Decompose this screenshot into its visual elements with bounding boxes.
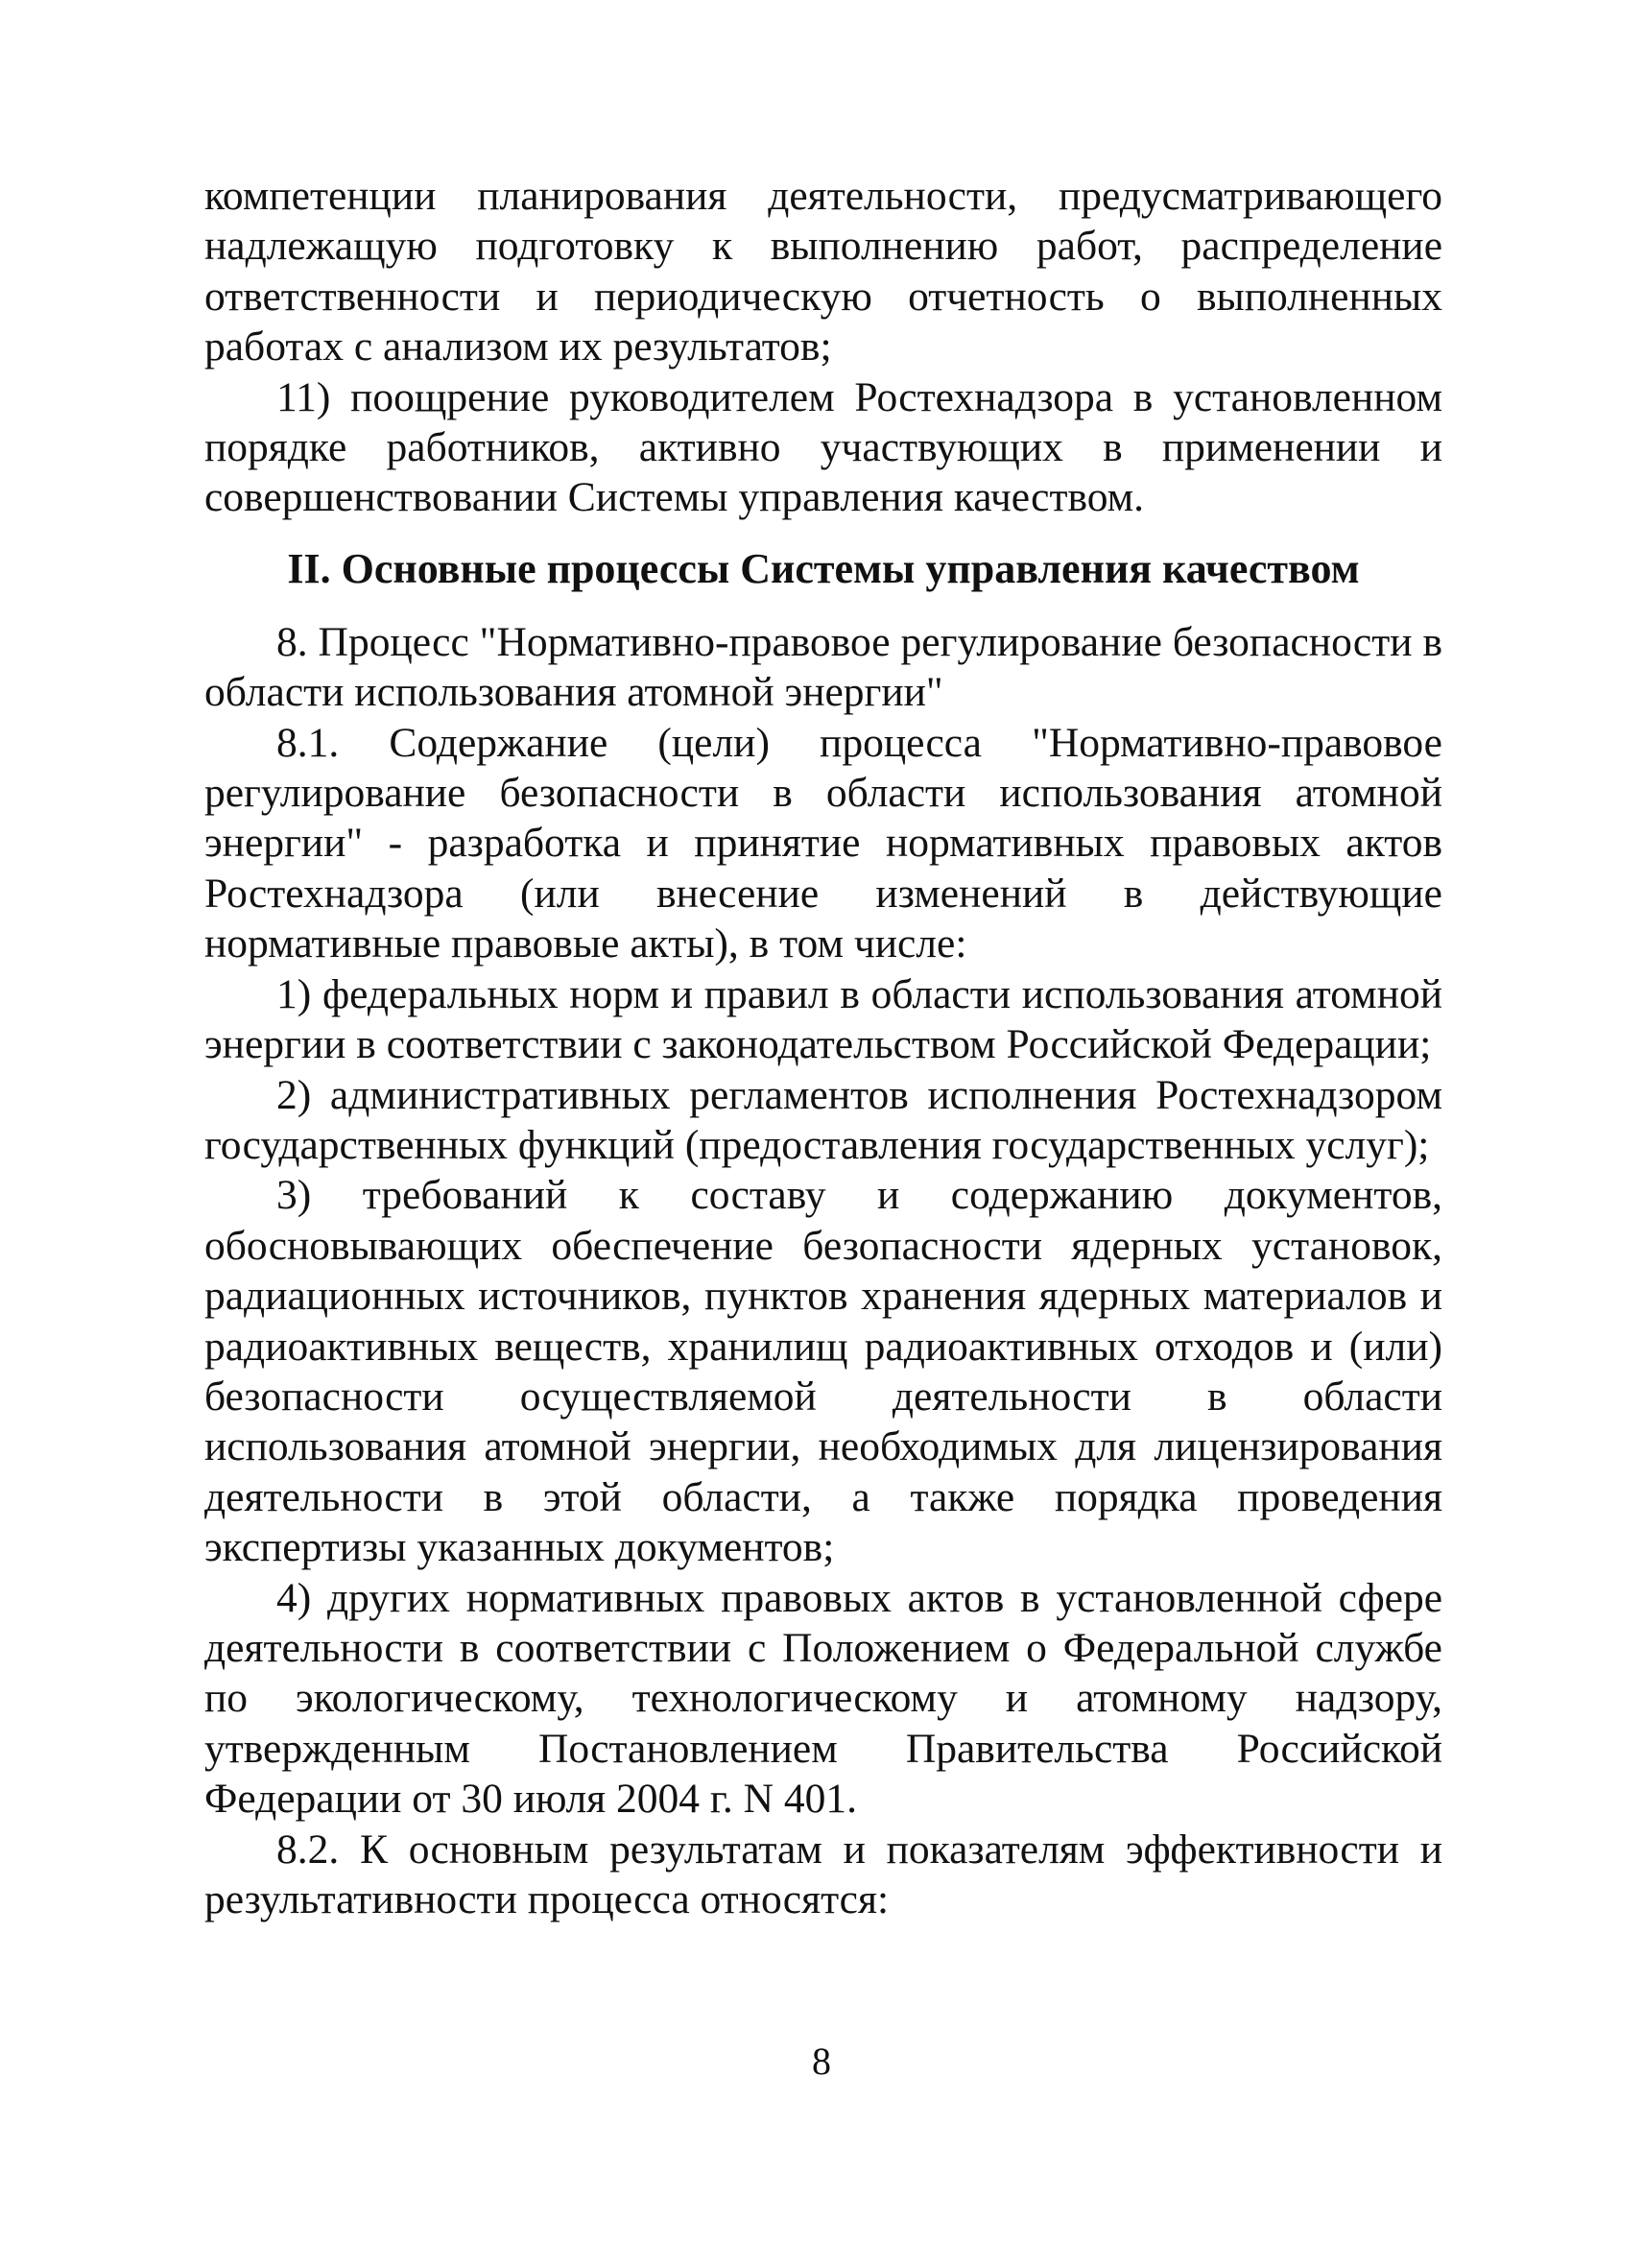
list-item-2: 2) административных регламентов исполнения Ростехнадзором государственных функций (предоставления государственных услуг); bbox=[204, 1071, 1442, 1168]
paragraph-continuation: компетенции планирования деятельности, предусматривающего надлежащую подготовку к выполнению работ, распределение ответственности и периодическую отчетность о выполненных работах с анализом их результатов; bbox=[204, 173, 1442, 370]
section-heading: II. Основные процессы Системы управления качеством bbox=[287, 544, 1360, 592]
list-item-4: 4) других нормативных правовых актов в установленной сфере деятельности в соответствии с Положением о Федеральной службе по экологическому, технологическому и атомному надзору, утвержденным Постановлением Правительства Российской Федерации от 30 июля 2004 г. N 401. bbox=[204, 1574, 1442, 1823]
list-item-3: 3) требований к составу и содержанию документов, обосновывающих обеспечение безопасности ядерных установок, радиационных источников, пунктов хранения ядерных материалов и радиоактивных веществ, хранилищ радиоактивных отходов и (или) безопасности осуществляемой деятельности в области использования атомной энергии, необходимых для лицензирования деятельности в этой области, а также порядка проведения экспертизы указанных документов; bbox=[204, 1172, 1442, 1571]
document-body bbox=[204, 171, 1442, 1924]
page-number: 8 bbox=[812, 2040, 831, 2083]
paragraph-8-1: 8.1. Содержание (цели) процесса "Нормативно-правовое регулирование безопасности в области использования атомной энергии" - разработка и принятие нормативных правовых актов Ростехнадзора (или внесение изменений в действующие нормативные правовые акты), в том числе: bbox=[204, 719, 1442, 967]
paragraph-process-8: 8. Процесс "Нормативно-правовое регулирование безопасности в области использования атомной энергии" bbox=[204, 618, 1442, 716]
list-item-1: 1) федеральных норм и правил в области использования атомной энергии в соответствии с законодательством Российской Федерации; bbox=[204, 970, 1442, 1068]
paragraph-8-2: 8.2. К основным результатам и показателям эффективности и результативности процесса относятся: bbox=[204, 1826, 1442, 1922]
paragraph-item-11: 11) поощрение руководителем Ростехнадзора в установленном порядке работников, активно участвующих в применении и совершенствовании Системы управления качеством. bbox=[204, 373, 1442, 521]
